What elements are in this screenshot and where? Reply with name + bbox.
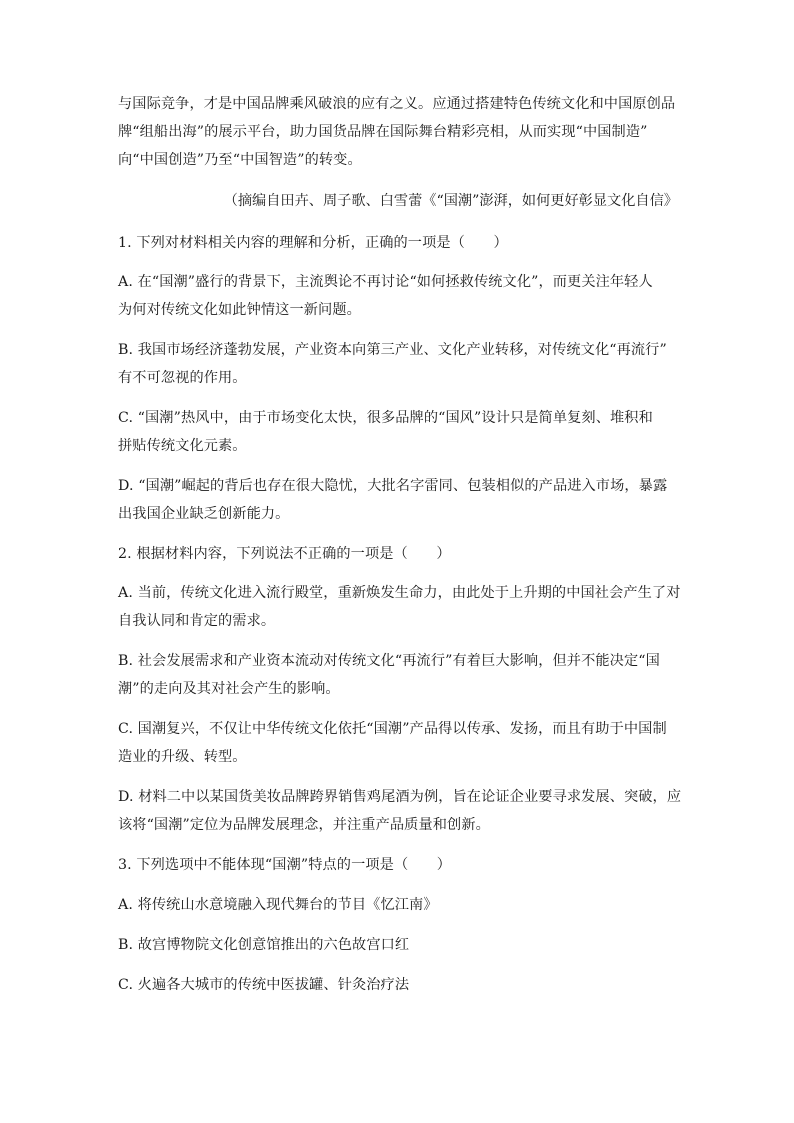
question-3-stem xyxy=(118,851,678,879)
question-stem: 2. 根据材料内容，下列说法不正确的一项是（ ） xyxy=(118,546,451,562)
question-1-option-c xyxy=(118,404,678,460)
option-line: A. 在“国潮”盛行的背景下，主流舆论不再讨论“如何拯救传统文化”，而更关注年轻人 xyxy=(118,274,653,290)
intro-line: 牌“组船出海”的展示平台，助力国货品牌在国际舞台精彩亮相，从而实现“中国制造” xyxy=(118,124,648,140)
intro-line: 与国际竞争，才是中国品牌乘风破浪的应有之义。应通过搭建特色传统文化和中国原创品 xyxy=(118,96,676,112)
option-line: 为何对传统文化如此钟情这一新问题。 xyxy=(118,302,361,318)
question-stem: 1. 下列对材料相关内容的理解和分析，正确的一项是（ ） xyxy=(118,235,508,251)
question-2-stem xyxy=(118,540,678,568)
intro-paragraph xyxy=(118,90,678,174)
question-2-option-b xyxy=(118,647,678,703)
option-line: D. “国潮”崛起的背后也存在很大隐忧，大批名字雷同、包装相似的产品进入市场，暴露 xyxy=(118,478,668,494)
option-line: B. 我国市场经济蓬勃发展，产业资本向第三产业、文化产业转移，对传统文化“再流行” xyxy=(118,342,667,358)
option-line: C. 火遍各大城市的传统中医拔罐、针灸治疗法 xyxy=(118,977,410,993)
question-1-option-b xyxy=(118,336,678,392)
question-2-option-a xyxy=(118,579,681,635)
question-2-option-d xyxy=(118,783,682,839)
option-line: 潮”的走向及其对社会产生的影响。 xyxy=(118,681,340,697)
option-line: A. 当前，传统文化进入流行殿堂，重新焕发生命力，由此处于上升期的中国社会产生了对 xyxy=(118,585,681,601)
option-line: 有不可忽视的作用。 xyxy=(118,370,247,386)
option-line: 该将“国潮”定位为品牌发展理念，并注重产品质量和创新。 xyxy=(118,817,490,833)
option-line: B. 社会发展需求和产业资本流动对传统文化“再流行”有着巨大影响，但并不能决定“国 xyxy=(118,653,660,669)
question-1-option-d xyxy=(118,472,678,528)
question-1-stem xyxy=(118,229,678,257)
question-2-option-c xyxy=(118,715,678,771)
option-line: C. “国潮”热风中，由于市场变化太快，很多品牌的“国风”设计只是简单复刻、堆积和 xyxy=(118,410,653,426)
question-stem: 3. 下列选项中不能体现“国潮”特点的一项是（ ） xyxy=(118,857,452,873)
option-line: A. 将传统山水意境融入现代舞台的节目《忆江南》 xyxy=(118,897,438,913)
option-line: 拼贴传统文化元素。 xyxy=(118,438,247,454)
question-1-option-a xyxy=(118,268,678,324)
option-line: 出我国企业缺乏创新能力。 xyxy=(118,506,290,522)
question-3-option-a xyxy=(118,891,678,919)
option-line: C. 国潮复兴，不仅让中华传统文化依托“国潮”产品得以传承、发扬，而且有助于中国制 xyxy=(118,721,667,737)
option-line: 造业的升级、转型。 xyxy=(118,749,247,765)
option-line: D. 材料二中以某国货美妆品牌跨界销售鸡尾酒为例，旨在论证企业要寻求发展、突破，应 xyxy=(118,789,682,805)
source-citation: （摘编自田卉、周子歌、白雪蕾《“国潮”澎湃，如何更好彰显文化自信》 xyxy=(223,193,678,209)
intro-line: 向“中国创造”乃至“中国智造”的转变。 xyxy=(118,152,362,168)
option-line: B. 故宫博物院文化创意馆推出的六色故宫口红 xyxy=(118,937,410,953)
option-line: 自我认同和肯定的需求。 xyxy=(118,613,276,629)
question-3-option-c xyxy=(118,971,678,999)
question-3-option-b xyxy=(118,931,678,959)
